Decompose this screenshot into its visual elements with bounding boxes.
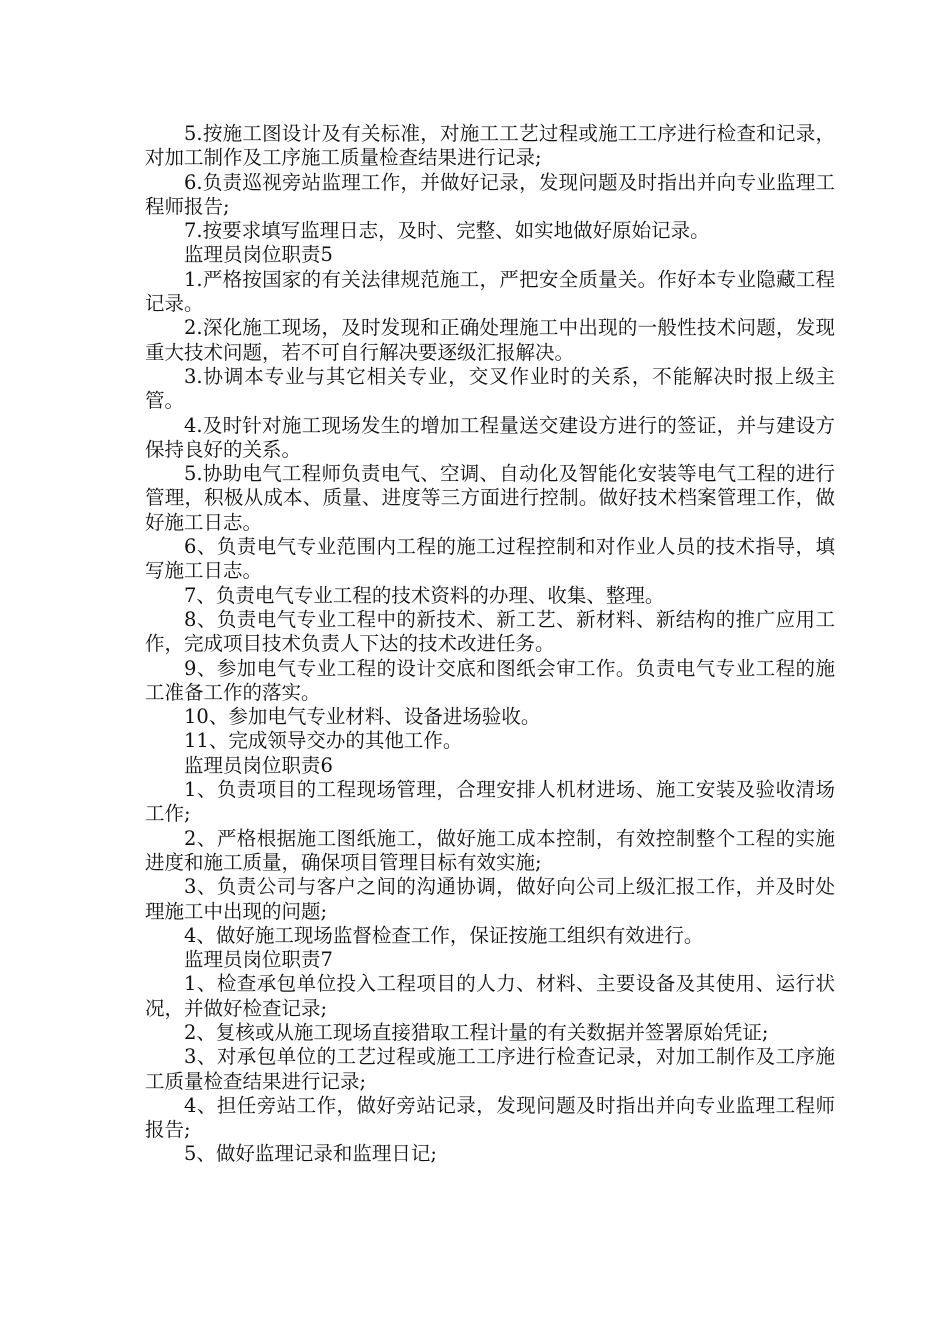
section-heading: 监理员岗位职责7: [184, 948, 333, 972]
paragraph: 3、对承包单位的工艺过程或施工工序进行检查记录，对加工制作及工序施工质量检查结果进行记录;: [145, 1045, 835, 1093]
paragraph: 11、完成领导交办的其他工作。: [184, 729, 463, 753]
paragraph: 8、负责电气专业工程中的新技术、新工艺、新材料、新结构的推广应用工作，完成项目技术负责人下达的技术改进任务。: [145, 607, 835, 656]
paragraph: 7、负责电气专业工程的技术资料的办理、收集、整理。: [184, 583, 665, 607]
paragraph: 6、负责电气专业范围内工程的施工过程控制和对作业人员的技术指导，填写施工日志。: [145, 535, 835, 583]
paragraph: 2、严格根据施工图纸施工，做好施工成本控制，有效控制整个工程的实施进度和施工质量，确保项目管理目标有效实施;: [145, 826, 835, 874]
paragraph: 2.深化施工现场，及时发现和正确处理施工中出现的一般性技术问题，发现重大技术问题，若不可自行解决要逐级汇报解决。: [145, 316, 835, 364]
paragraph: 5、做好监理记录和监理日记;: [184, 1142, 437, 1166]
paragraph: 6.负责巡视旁站监理工作，并做好记录，发现问题及时指出并向专业监理工程师报告;: [145, 170, 835, 218]
paragraph: 5.按施工图设计及有关标准，对施工工艺过程或施工工序进行检查和记录，对加工制作及工序施工质量检查结果进行记录;: [145, 122, 835, 170]
paragraph: 3、负责公司与客户之间的沟通协调，做好向公司上级汇报工作，并及时处理施工中出现的问题;: [145, 875, 835, 923]
paragraph: 7.按要求填写监理日志，及时、完整、如实地做好原始记录。: [184, 219, 710, 243]
paragraph: 9、参加电气专业工程的设计交底和图纸会审工作。负责电气专业工程的施工准备工作的落实。: [145, 656, 835, 704]
paragraph: 1、检查承包单位投入工程项目的人力、材料、主要设备及其使用、运行状况，并做好检查记录;: [145, 972, 835, 1020]
section-heading: 监理员岗位职责5: [184, 243, 333, 267]
paragraph: 10、参加电气专业材料、设备进场验收。: [184, 705, 541, 729]
paragraph: 4、担任旁站工作，做好旁站记录，发现问题及时指出并向专业监理工程师报告;: [145, 1093, 835, 1142]
paragraph: 4.及时针对施工现场发生的增加工程量送交建设方进行的签证，并与建设方保持良好的关系。: [145, 413, 835, 461]
document-body: [145, 122, 835, 1167]
paragraph: 1.严格按国家的有关法律规范施工，严把安全质量关。作好本专业隐藏工程记录。: [145, 267, 835, 316]
paragraph: 5.协助电气工程师负责电气、空调、自动化及智能化安装等电气工程的进行管理，积极从成本、质量、进度等三方面进行控制。做好技术档案管理工作，做好施工日志。: [145, 462, 835, 534]
paragraph: 1、负责项目的工程现场管理，合理安排人机材进场、施工安装及验收清场工作;: [145, 778, 835, 826]
paragraph: 3.协调本专业与其它相关专业，交叉作业时的关系，不能解决时报上级主管。: [145, 364, 835, 413]
paragraph: 4、做好施工现场监督检查工作，保证按施工组织有效进行。: [184, 923, 704, 947]
section-heading: 监理员岗位职责6: [184, 753, 333, 777]
paragraph: 2、复核或从施工现场直接猎取工程计量的有关数据并签署原始凭证;: [184, 1020, 769, 1044]
